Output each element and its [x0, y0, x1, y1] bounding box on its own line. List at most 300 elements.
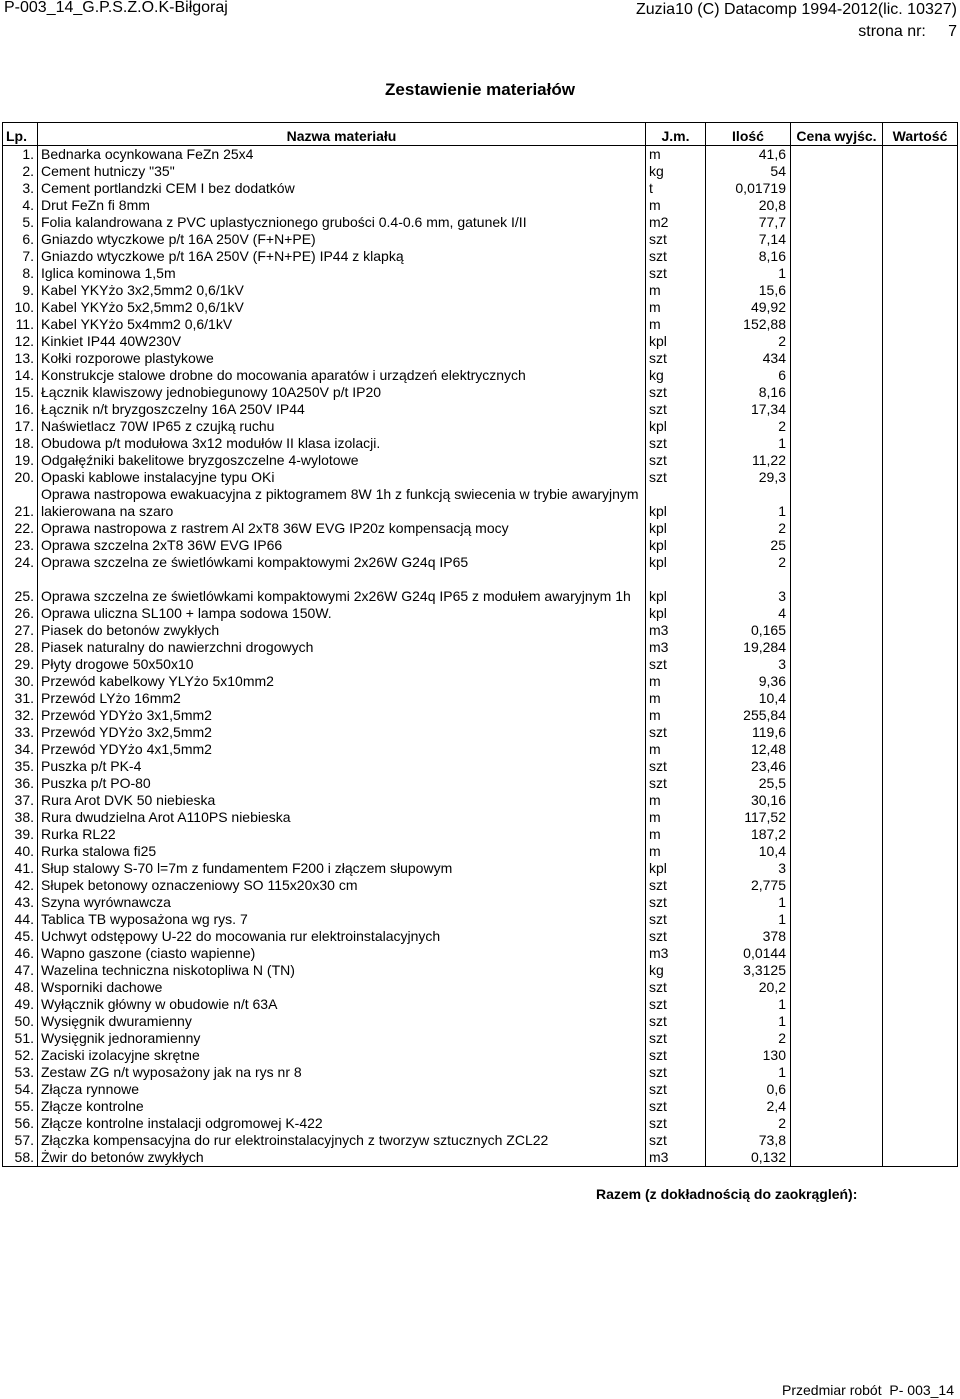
row-number-cell: 9. — [3, 282, 38, 299]
unit-cell: szt — [646, 401, 706, 418]
material-name-cell: Zaciski izolacyjne skrętne — [38, 1047, 646, 1064]
table-row — [3, 843, 958, 860]
unit-cell: kpl — [646, 520, 706, 537]
material-name-cell: Przewód kabelkowy YLYżo 5x10mm2 — [38, 673, 646, 690]
quantity-cell: 6 — [706, 367, 791, 384]
table-row — [3, 537, 958, 554]
table-row — [3, 571, 958, 605]
row-number-cell: 33. — [3, 724, 38, 741]
column-header-price: Cena wyjśc. — [791, 123, 883, 146]
table-row — [3, 248, 958, 265]
value-cell — [883, 1149, 958, 1167]
quantity-cell: 10,4 — [706, 843, 791, 860]
quantity-cell: 30,16 — [706, 792, 791, 809]
material-name-cell: Wazelina techniczna niskotopliwa N (TN) — [38, 962, 646, 979]
table-row — [3, 979, 958, 996]
value-cell — [883, 1064, 958, 1081]
table-row — [3, 418, 958, 435]
unit-cell: szt — [646, 775, 706, 792]
unit-cell: m — [646, 299, 706, 316]
price-cell — [791, 894, 883, 911]
row-number-cell: 14. — [3, 367, 38, 384]
price-cell — [791, 979, 883, 996]
table-row — [3, 877, 958, 894]
unit-cell: szt — [646, 350, 706, 367]
value-cell — [883, 571, 958, 605]
table-row — [3, 350, 958, 367]
price-cell — [791, 384, 883, 401]
quantity-cell: 25 — [706, 537, 791, 554]
unit-cell: kpl — [646, 860, 706, 877]
price-cell — [791, 367, 883, 384]
table-row — [3, 197, 958, 214]
table-row — [3, 367, 958, 384]
table-row — [3, 707, 958, 724]
material-name-cell: Rurka RL22 — [38, 826, 646, 843]
table-row — [3, 180, 958, 197]
row-number-cell: 2. — [3, 163, 38, 180]
price-cell — [791, 486, 883, 520]
price-cell — [791, 1115, 883, 1132]
row-number-cell: 52. — [3, 1047, 38, 1064]
price-cell — [791, 214, 883, 231]
document-header-right — [636, 0, 957, 43]
materials-table — [2, 122, 958, 1167]
row-number-cell: 15. — [3, 384, 38, 401]
unit-cell: szt — [646, 1081, 706, 1098]
unit-cell: szt — [646, 469, 706, 486]
row-number-cell: 6. — [3, 231, 38, 248]
price-cell — [791, 1030, 883, 1047]
row-number-cell: 48. — [3, 979, 38, 996]
price-cell — [791, 809, 883, 826]
row-number-cell: 55. — [3, 1098, 38, 1115]
table-row — [3, 792, 958, 809]
material-name-cell: Złącze kontrolne instalacji odgromowej K-422 — [38, 1115, 646, 1132]
price-cell — [791, 1098, 883, 1115]
unit-cell: m — [646, 826, 706, 843]
row-number-cell: 37. — [3, 792, 38, 809]
row-number-cell: 29. — [3, 656, 38, 673]
value-cell — [883, 1098, 958, 1115]
table-row — [3, 1132, 958, 1149]
value-cell — [883, 231, 958, 248]
row-number-cell: 35. — [3, 758, 38, 775]
table-row — [3, 758, 958, 775]
quantity-cell: 0,01719 — [706, 180, 791, 197]
quantity-cell: 1 — [706, 486, 791, 520]
material-name-cell: Złącza rynnowe — [38, 1081, 646, 1098]
value-cell — [883, 163, 958, 180]
table-row — [3, 146, 958, 164]
unit-cell: kpl — [646, 554, 706, 571]
value-cell — [883, 180, 958, 197]
price-cell — [791, 146, 883, 164]
quantity-cell: 119,6 — [706, 724, 791, 741]
row-number-cell: 34. — [3, 741, 38, 758]
quantity-cell: 1 — [706, 996, 791, 1013]
value-cell — [883, 622, 958, 639]
unit-cell: kg — [646, 163, 706, 180]
unit-cell: szt — [646, 1013, 706, 1030]
value-cell — [883, 1030, 958, 1047]
price-cell — [791, 299, 883, 316]
unit-cell: kpl — [646, 605, 706, 622]
quantity-cell: 130 — [706, 1047, 791, 1064]
material-name-cell: Obudowa p/t modułowa 3x12 modułów II klasa izolacji. — [38, 435, 646, 452]
table-row — [3, 214, 958, 231]
table-header-row — [3, 123, 958, 146]
table-row — [3, 1149, 958, 1167]
unit-cell: m — [646, 741, 706, 758]
quantity-cell: 0,0144 — [706, 945, 791, 962]
value-cell — [883, 1132, 958, 1149]
price-cell — [791, 231, 883, 248]
row-number-cell: 12. — [3, 333, 38, 350]
price-cell — [791, 792, 883, 809]
row-number-cell: 3. — [3, 180, 38, 197]
price-cell — [791, 537, 883, 554]
quantity-cell: 255,84 — [706, 707, 791, 724]
unit-cell: m2 — [646, 214, 706, 231]
quantity-cell: 3 — [706, 860, 791, 877]
quantity-cell: 2 — [706, 554, 791, 571]
row-number-cell: 53. — [3, 1064, 38, 1081]
row-number-cell: 27. — [3, 622, 38, 639]
value-cell — [883, 282, 958, 299]
row-number-cell: 36. — [3, 775, 38, 792]
table-row — [3, 452, 958, 469]
quantity-cell: 2 — [706, 520, 791, 537]
table-row — [3, 690, 958, 707]
price-cell — [791, 996, 883, 1013]
quantity-cell: 19,284 — [706, 639, 791, 656]
unit-cell: szt — [646, 928, 706, 945]
material-name-cell: Zestaw ZG n/t wyposażony jak na rys nr 8 — [38, 1064, 646, 1081]
value-cell — [883, 299, 958, 316]
row-number-cell: 51. — [3, 1030, 38, 1047]
quantity-cell: 0,132 — [706, 1149, 791, 1167]
quantity-cell: 77,7 — [706, 214, 791, 231]
column-header-unit: J.m. — [646, 123, 706, 146]
price-cell — [791, 843, 883, 860]
row-number-cell: 10. — [3, 299, 38, 316]
value-cell — [883, 741, 958, 758]
table-row — [3, 231, 958, 248]
material-name-cell: Gniazdo wtyczkowe p/t 16A 250V (F+N+PE) — [38, 231, 646, 248]
value-cell — [883, 962, 958, 979]
material-name-cell: Piasek naturalny do nawierzchni drogowych — [38, 639, 646, 656]
quantity-cell: 2 — [706, 333, 791, 350]
quantity-cell: 0,165 — [706, 622, 791, 639]
value-cell — [883, 537, 958, 554]
material-name-cell: Kołki rozporowe plastykowe — [38, 350, 646, 367]
value-cell — [883, 554, 958, 571]
row-number-cell: 11. — [3, 316, 38, 333]
quantity-cell: 117,52 — [706, 809, 791, 826]
price-cell — [791, 469, 883, 486]
value-cell — [883, 418, 958, 435]
value-cell — [883, 605, 958, 622]
price-cell — [791, 707, 883, 724]
material-name-cell: Słupek betonowy oznaczeniowy SO 115x20x30 cm — [38, 877, 646, 894]
unit-cell: m — [646, 690, 706, 707]
quantity-cell: 9,36 — [706, 673, 791, 690]
material-name-cell: Rurka stalowa fi25 — [38, 843, 646, 860]
row-number-cell: 58. — [3, 1149, 38, 1167]
total-label: Razem (z dokładnością do zaokrągleń): — [596, 1186, 858, 1202]
material-name-cell: Wapno gaszone (ciasto wapienne) — [38, 945, 646, 962]
table-row — [3, 741, 958, 758]
table-row — [3, 945, 958, 962]
price-cell — [791, 180, 883, 197]
quantity-cell: 25,5 — [706, 775, 791, 792]
unit-cell: szt — [646, 894, 706, 911]
quantity-cell: 12,48 — [706, 741, 791, 758]
material-name-cell: Wysięgnik dwuramienny — [38, 1013, 646, 1030]
value-cell — [883, 911, 958, 928]
quantity-cell: 187,2 — [706, 826, 791, 843]
material-name-cell: Łącznik n/t bryzgoszczelny 16A 250V IP44 — [38, 401, 646, 418]
price-cell — [791, 656, 883, 673]
material-name-cell: Oprawa szczelna 2xT8 36W EVG IP66 — [38, 537, 646, 554]
price-cell — [791, 1047, 883, 1064]
material-name-cell: Tablica TB wyposażona wg rys. 7 — [38, 911, 646, 928]
row-number-cell: 43. — [3, 894, 38, 911]
material-name-cell: Kinkiet IP44 40W230V — [38, 333, 646, 350]
unit-cell: szt — [646, 979, 706, 996]
material-name-cell: Cement portlandzki CEM I bez dodatków — [38, 180, 646, 197]
table-row — [3, 826, 958, 843]
table-row — [3, 809, 958, 826]
unit-cell: szt — [646, 877, 706, 894]
price-cell — [791, 877, 883, 894]
table-row — [3, 996, 958, 1013]
price-cell — [791, 163, 883, 180]
material-name-cell: Żwir do betonów zwykłych — [38, 1149, 646, 1167]
page-footer: Przedmiar robót P- 003_14 — [782, 1382, 954, 1398]
unit-cell: kpl — [646, 486, 706, 520]
table-row — [3, 1030, 958, 1047]
row-number-cell: 8. — [3, 265, 38, 282]
table-row — [3, 554, 958, 571]
unit-cell: szt — [646, 1047, 706, 1064]
license-info: Zuzia10 (C) Datacomp 1994-2012(lic. 10327) — [635, 1, 957, 18]
quantity-cell: 1 — [706, 435, 791, 452]
value-cell — [883, 520, 958, 537]
row-number-cell: 40. — [3, 843, 38, 860]
quantity-cell: 152,88 — [706, 316, 791, 333]
table-row — [3, 316, 958, 333]
quantity-cell: 2 — [706, 1115, 791, 1132]
value-cell — [883, 214, 958, 231]
price-cell — [791, 571, 883, 605]
unit-cell: kpl — [646, 571, 706, 605]
table-row — [3, 724, 958, 741]
table-row — [3, 1013, 958, 1030]
table-row — [3, 928, 958, 945]
value-cell — [883, 350, 958, 367]
unit-cell: szt — [646, 656, 706, 673]
material-name-cell: Gniazdo wtyczkowe p/t 16A 250V (F+N+PE) IP44 z klapką — [38, 248, 646, 265]
table-row — [3, 639, 958, 656]
material-name-cell: Oprawa szczelna ze świetlówkami kompaktowymi 2x26W G24q IP65 z modułem awaryjnym 1h — [38, 571, 646, 605]
material-name-cell: Złączka kompensacyjna do rur elektroinstalacyjnych z tworzyw sztucznych ZCL22 — [38, 1132, 646, 1149]
row-number-cell: 42. — [3, 877, 38, 894]
row-number-cell: 45. — [3, 928, 38, 945]
quantity-cell: 10,4 — [706, 690, 791, 707]
table-row — [3, 520, 958, 537]
price-cell — [791, 333, 883, 350]
quantity-cell: 54 — [706, 163, 791, 180]
table-body — [3, 146, 958, 1167]
row-number-cell: 56. — [3, 1115, 38, 1132]
unit-cell: t — [646, 180, 706, 197]
quantity-cell: 17,34 — [706, 401, 791, 418]
value-cell — [883, 1115, 958, 1132]
unit-cell: m — [646, 197, 706, 214]
quantity-cell: 1 — [706, 1064, 791, 1081]
material-name-cell: Rura Arot DVK 50 niebieska — [38, 792, 646, 809]
material-name-cell: Puszka p/t PK-4 — [38, 758, 646, 775]
unit-cell: szt — [646, 384, 706, 401]
unit-cell: szt — [646, 1132, 706, 1149]
table-row — [3, 333, 958, 350]
value-cell — [883, 877, 958, 894]
table-row — [3, 1098, 958, 1115]
quantity-cell: 41,6 — [706, 146, 791, 164]
table-row — [3, 486, 958, 520]
unit-cell: szt — [646, 1115, 706, 1132]
page-number: strona nr: 7 — [858, 23, 957, 40]
row-number-cell: 38. — [3, 809, 38, 826]
price-cell — [791, 1132, 883, 1149]
column-header-value: Wartość — [883, 123, 958, 146]
row-number-cell: 19. — [3, 452, 38, 469]
row-number-cell: 50. — [3, 1013, 38, 1030]
material-name-cell: Przewód LYżo 16mm2 — [38, 690, 646, 707]
quantity-cell: 20,2 — [706, 979, 791, 996]
unit-cell: szt — [646, 996, 706, 1013]
quantity-cell: 20,8 — [706, 197, 791, 214]
unit-cell: szt — [646, 435, 706, 452]
quantity-cell: 23,46 — [706, 758, 791, 775]
unit-cell: m3 — [646, 639, 706, 656]
material-name-cell: Drut FeZn fi 8mm — [38, 197, 646, 214]
unit-cell: m — [646, 673, 706, 690]
value-cell — [883, 792, 958, 809]
row-number-cell: 4. — [3, 197, 38, 214]
table-row — [3, 282, 958, 299]
price-cell — [791, 945, 883, 962]
value-cell — [883, 435, 958, 452]
quantity-cell: 1 — [706, 265, 791, 282]
material-name-cell: Szyna wyrównawcza — [38, 894, 646, 911]
row-number-cell: 57. — [3, 1132, 38, 1149]
material-name-cell: Płyty drogowe 50x50x10 — [38, 656, 646, 673]
row-number-cell: 31. — [3, 690, 38, 707]
material-name-cell: Oprawa nastropowa ewakuacyjna z piktogramem 8W 1h z funkcją swiecenia w trybie awaryjnym lakierowana na szaro — [38, 486, 646, 520]
unit-cell: m — [646, 316, 706, 333]
material-name-cell: Puszka p/t PO-80 — [38, 775, 646, 792]
unit-cell: szt — [646, 1064, 706, 1081]
row-number-cell: 21. — [3, 486, 38, 520]
material-name-cell: Oprawa nastropowa z rastrem Al 2xT8 36W EVG IP20z kompensacją mocy — [38, 520, 646, 537]
row-number-cell: 5. — [3, 214, 38, 231]
value-cell — [883, 639, 958, 656]
column-header-quantity: Ilość — [706, 123, 791, 146]
material-name-cell: Folia kalandrowana z PVC uplastycznionego grubości 0.4-0.6 mm, gatunek I/II — [38, 214, 646, 231]
column-header-lp: Lp. — [3, 123, 38, 146]
price-cell — [791, 605, 883, 622]
price-cell — [791, 639, 883, 656]
value-cell — [883, 248, 958, 265]
material-name-cell: Cement hutniczy "35" — [38, 163, 646, 180]
quantity-cell: 73,8 — [706, 1132, 791, 1149]
quantity-cell: 4 — [706, 605, 791, 622]
table-row — [3, 163, 958, 180]
unit-cell: szt — [646, 452, 706, 469]
price-cell — [791, 248, 883, 265]
value-cell — [883, 843, 958, 860]
row-number-cell: 17. — [3, 418, 38, 435]
table-row — [3, 299, 958, 316]
row-number-cell: 20. — [3, 469, 38, 486]
row-number-cell: 49. — [3, 996, 38, 1013]
quantity-cell: 434 — [706, 350, 791, 367]
material-name-cell: Złącze kontrolne — [38, 1098, 646, 1115]
quantity-cell: 7,14 — [706, 231, 791, 248]
value-cell — [883, 452, 958, 469]
material-name-cell: Łącznik klawiszowy jednobiegunowy 10A250V p/t IP20 — [38, 384, 646, 401]
material-name-cell: Bednarka ocynkowana FeZn 25x4 — [38, 146, 646, 164]
unit-cell: szt — [646, 758, 706, 775]
unit-cell: szt — [646, 231, 706, 248]
material-name-cell: Konstrukcje stalowe drobne do mocowania aparatów i urządzeń elektrycznych — [38, 367, 646, 384]
price-cell — [791, 418, 883, 435]
price-cell — [791, 265, 883, 282]
material-name-cell: Przewód YDYżo 4x1,5mm2 — [38, 741, 646, 758]
material-name-cell: Przewód YDYżo 3x2,5mm2 — [38, 724, 646, 741]
value-cell — [883, 690, 958, 707]
material-name-cell: Oprawa szczelna ze świetlówkami kompaktowymi 2x26W G24q IP65 — [38, 554, 646, 571]
price-cell — [791, 724, 883, 741]
material-name-cell: Iglica kominowa 1,5m — [38, 265, 646, 282]
row-number-cell: 32. — [3, 707, 38, 724]
row-number-cell: 24. — [3, 554, 38, 571]
row-number-cell: 28. — [3, 639, 38, 656]
quantity-cell: 3 — [706, 571, 791, 605]
unit-cell: szt — [646, 724, 706, 741]
material-name-cell: Wsporniki dachowe — [38, 979, 646, 996]
value-cell — [883, 758, 958, 775]
material-name-cell: Opaski kablowe instalacyjne typu OKi — [38, 469, 646, 486]
quantity-cell: 0,6 — [706, 1081, 791, 1098]
page-title: Zestawienie materiałów — [385, 80, 575, 99]
unit-cell: szt — [646, 1030, 706, 1047]
value-cell — [883, 656, 958, 673]
quantity-cell: 3,3125 — [706, 962, 791, 979]
row-number-cell: 41. — [3, 860, 38, 877]
material-name-cell: Kabel YKYżo 5x4mm2 0,6/1kV — [38, 316, 646, 333]
table-row — [3, 265, 958, 282]
quantity-cell: 29,3 — [706, 469, 791, 486]
unit-cell: kg — [646, 367, 706, 384]
value-cell — [883, 367, 958, 384]
row-number-cell: 18. — [3, 435, 38, 452]
material-name-cell: Wyłącznik główny w obudowie n/t 63A — [38, 996, 646, 1013]
unit-cell: kpl — [646, 537, 706, 554]
